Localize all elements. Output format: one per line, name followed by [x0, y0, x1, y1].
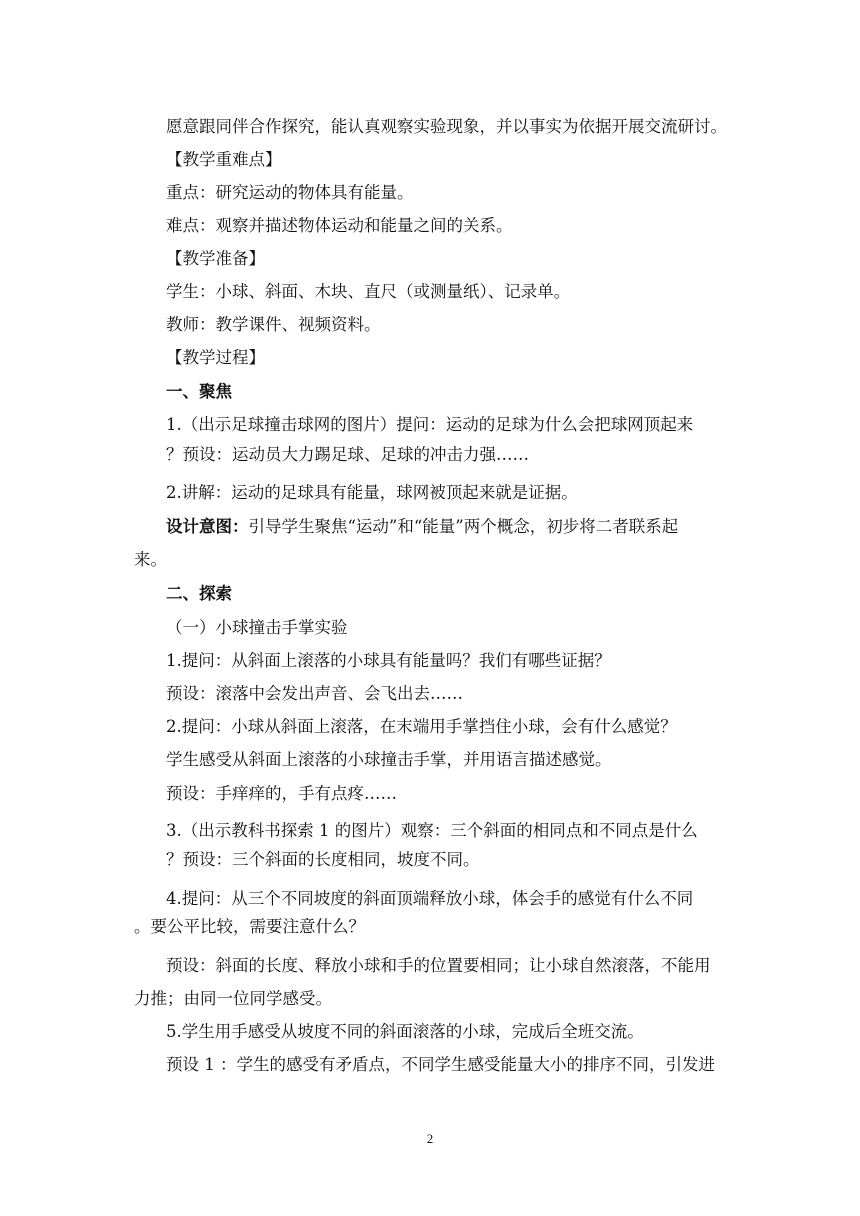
paragraph-line: 预设 1 ：学生的感受有矛盾点，不同学生感受能量大小的排序不同，引发进 [166, 1055, 715, 1074]
paragraph-line: 2.提问：小球从斜面上滚落，在末端用手掌挡住小球，会有什么感觉？ [166, 717, 677, 736]
paragraph-line: ？预设：运动员大力踢足球、足球的冲击力强…… [166, 445, 529, 464]
paragraph-line: 3.（出示教科书探索 1 的图片）观察：三个斜面的相同点和不同点是什么 [166, 821, 698, 840]
design-intent-label: 设计意图： [166, 517, 249, 536]
section-heading: 【教学重难点】 [166, 150, 282, 169]
page-number: 2 [426, 1131, 434, 1146]
paragraph-line: 重点：研究运动的物体具有能量。 [166, 183, 414, 202]
paragraph-line: 5.学生用手感受从坡度不同的斜面滚落的小球，完成后全班交流。 [166, 1022, 644, 1041]
paragraph-line: 1.提问：从斜面上滚落的小球具有能量吗？我们有哪些证据？ [166, 651, 611, 670]
paragraph-line: 4.提问：从三个不同坡度的斜面顶端释放小球，体会手的感觉有什么不同 [166, 889, 694, 908]
section-title: 一、聚焦 [166, 382, 232, 401]
section-title: 二、探索 [166, 584, 232, 603]
paragraph-line: ？预设：三个斜面的长度相同，坡度不同。 [166, 850, 480, 869]
paragraph-line: 力推；由同一位同学感受。 [134, 989, 332, 1008]
section-heading: 【教学准备】 [166, 249, 265, 268]
design-intent-line [166, 516, 678, 538]
paragraph-line: 。要公平比较，需要注意什么？ [134, 917, 365, 936]
paragraph-line: 预设：手痒痒的，手有点疼…… [166, 784, 397, 803]
paragraph-line: 教师：教学课件、视频资料。 [166, 315, 381, 334]
paragraph-line: 来。 [134, 550, 167, 569]
paragraph-line: 预设：滚落中会发出声音、会飞出去…… [166, 684, 463, 703]
paragraph-line: 难点：观察并描述物体运动和能量之间的关系。 [166, 216, 513, 235]
design-intent-text: 引导学生聚焦“运动”和“能量”两个概念，初步将二者联系起 [248, 517, 679, 536]
paragraph-line: 学生：小球、斜面、木块、直尺（或测量纸）、记录单。 [166, 282, 571, 301]
paragraph-line: 1.（出示足球撞击球网的图片）提问：运动的足球为什么会把球网顶起来 [166, 415, 694, 434]
paragraph-line: 2.讲解：运动的足球具有能量，球网被顶起来就是证据。 [166, 483, 578, 502]
paragraph-line: 学生感受从斜面上滚落的小球撞击手掌，并用语言描述感觉。 [166, 750, 612, 769]
paragraph-line: 预设：斜面的长度、释放小球和手的位置要相同；让小球自然滚落，不能用 [166, 956, 711, 975]
paragraph-line: 愿意跟同伴合作探究，能认真观察实验现象，并以事实为依据开展交流研讨。 [166, 117, 727, 136]
subsection-title: （一）小球撞击手掌实验 [166, 618, 348, 637]
section-heading: 【教学过程】 [166, 348, 265, 367]
